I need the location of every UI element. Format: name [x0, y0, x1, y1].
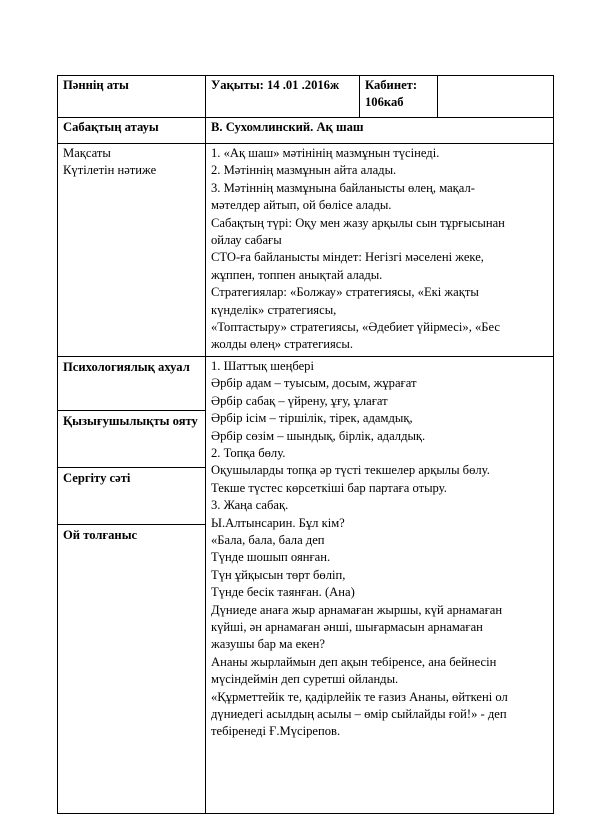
goals-line: «Топтастыру» стратегиясы, «Әдебиет үйірмесі», «Бес — [211, 320, 501, 335]
goals-line: жұппен, топпен анықтай алады. — [211, 267, 383, 282]
stage-line: Түнде бесік таянған. (Ана) — [211, 585, 355, 600]
stage-label-interest: Қызығушылықты ояту — [58, 411, 205, 468]
cabinet-label: Кабинет: — [365, 78, 418, 92]
title-row — [58, 118, 554, 144]
stage-line: Ананы жырлаймын деп ақын тебіренсе, ана бейнесін — [211, 654, 497, 669]
stage-line: 1. Шаттық шеңбері — [211, 358, 314, 373]
stages-row — [58, 356, 554, 813]
stage-line: Әрбір ісім – тіршілік, тірек, адамдық, — [211, 411, 413, 426]
blank-cell — [438, 76, 554, 118]
goals-content — [206, 144, 554, 357]
stages-label-column — [58, 356, 206, 813]
stage-line: Түн ұйқысын төрт бөліп, — [211, 567, 346, 582]
goals-line: 2. Мәтіннің мазмұнын айта алады. — [211, 163, 397, 178]
stage-line: Текше түстес көрсеткіші бар партаға отыру. — [211, 480, 447, 495]
stage-line: «Құрметтейік те, қадірлейік те ғазиз Ананы, өйткені ол — [211, 689, 508, 704]
stage-line: 2. Топқа бөлу. — [211, 445, 286, 460]
stage-line: жазушы бар ма екен? — [211, 637, 325, 652]
goals-line: Стратегиялар: «Болжау» стратегиясы, «Екі жақты — [211, 285, 479, 300]
goals-line: мәтелдер айтып, ой бөлісе алады. — [211, 198, 392, 213]
stage-line: Оқушыларды топқа әр түсті текшелер арқылы бөлу. — [211, 463, 490, 478]
stage-line: Әрбір сөзім – шындық, бірлік, адалдық. — [211, 428, 426, 443]
goals-label-cell — [58, 144, 206, 357]
lesson-title-label: Сабақтың атауы — [58, 118, 206, 144]
subject-label: Пәннің аты — [58, 76, 206, 118]
goals-line: ойлау сабағы — [211, 233, 282, 248]
stages-content — [206, 356, 554, 813]
lesson-title-value: В. Сухомлинский. Ақ шаш — [206, 118, 554, 144]
expected-result-label: Күтілетін нәтиже — [63, 163, 157, 178]
goals-line: 3. Мәтіннің мазмұнына байланысты өлең, мақал- — [211, 180, 475, 195]
goals-line: күнделік» стратегиясы, — [211, 302, 337, 317]
goals-line: 1. «Ақ шаш» мәтінінің мазмұнын түсінеді. — [211, 146, 440, 160]
goals-line: Сабақтың түрі: Оқу мен жазу арқылы сын тұрғысынан — [211, 215, 505, 230]
stage-line: мүсіндеймін деп суретші ойланды. — [211, 672, 399, 687]
stage-label-break: Сергіту сәті — [58, 468, 205, 525]
goals-line: жолды өлең» стратегиясы. — [211, 337, 353, 352]
stage-line: Әрбір сабақ – үйрену, ұғу, ұлағат — [211, 393, 388, 408]
time-label: Уақыты: 14 .01 .2016ж — [206, 76, 360, 118]
stage-label-reflection: Ой толғаныс — [63, 527, 138, 542]
stage-line: дүниедегі асылдың асылы – өмір сыйлайды ғой!» - деп — [211, 707, 507, 721]
goals-line: СТО-ға байланысты міндет: Негізгі мәселені жеке, — [211, 250, 484, 265]
cabinet-cell — [360, 76, 438, 118]
stage-line: Дүниеде анаға жыр арнамаған жыршы, күй арнамаған — [211, 602, 503, 617]
header-row — [58, 76, 554, 118]
stage-line: «Бала, бала, бала деп — [211, 532, 325, 547]
stage-line: 3. Жаңа сабақ. — [211, 498, 289, 513]
stage-line: Әрбір адам – туысым, досым, жұрағат — [211, 376, 417, 391]
stage-line: Ы.Алтынсарин. Бұл кім? — [211, 515, 345, 530]
goals-label: Мақсаты — [63, 146, 111, 160]
lesson-plan-table — [57, 75, 554, 814]
cabinet-value: 106каб — [365, 95, 404, 110]
stage-label-psychological: Психологиялық ахуал — [58, 357, 205, 411]
stage-line: тебіренеді Ғ.Мүсірепов. — [211, 724, 341, 739]
stage-line: Түнде шошып оянған. — [211, 550, 331, 565]
stage-line: күйші, ән арнамаған әнші, шығармасын арнамаған — [211, 619, 483, 634]
goals-row — [58, 144, 554, 357]
